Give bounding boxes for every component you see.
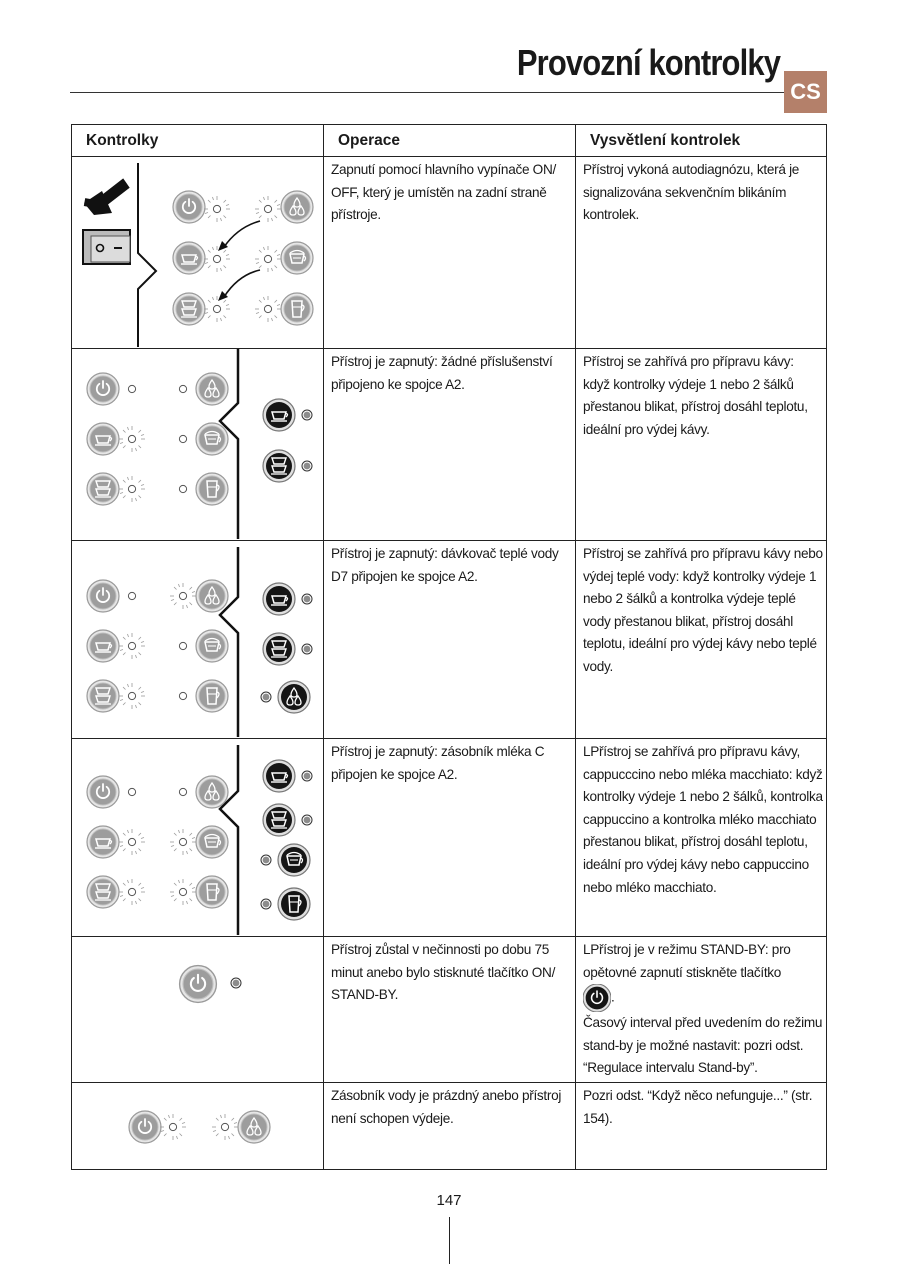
operation-text: Přístroj je zapnutý: zásobník mléka C připojen ke spojce A2. — [331, 744, 545, 782]
indicator-led-on — [302, 644, 312, 654]
indicator-led — [119, 683, 145, 709]
indicator-led — [255, 296, 281, 322]
indicator-led — [160, 1114, 186, 1140]
two-cups-button-active-icon — [263, 450, 295, 482]
indicator-diagram-standby — [72, 937, 323, 1081]
indicator-led-on — [302, 461, 312, 471]
indicator-led — [119, 426, 145, 452]
cappuccino-button-icon — [196, 423, 228, 455]
operation-text: Přístroj je zapnutý: dávkovač teplé vody D7 připojen ke spojce A2. — [331, 546, 559, 584]
milk-button-icon — [196, 680, 228, 712]
milk-button-icon — [196, 473, 228, 505]
explanation-text: LPřístroj se zahřívá pro přípravu kávy, cappucccino nebo mléka macchiato: když kontrolky výdeje 1 nebo 2 šálků, kontrolka cappuccino a kontrolka mléko macchiato přestanou blikat, přístroj dosáhl teplotu, ideální pro výdej kávy nebo cappuccino nebo mléko macchiato. — [583, 744, 823, 895]
hot-water-button-icon — [196, 580, 228, 612]
indicator-diagram-empty-tank — [72, 1083, 323, 1169]
indicator-led-on — [302, 594, 312, 604]
power-button-icon — [87, 373, 119, 405]
operation-text: Přístroj zůstal v nečinnosti po dobu 75 minut anebo bylo stisknuté tlačítko ON/ STAND-BY. — [331, 942, 556, 1003]
one-cup-button-icon — [173, 242, 205, 274]
indicator-led — [170, 583, 196, 609]
explanation-part: . — [611, 989, 615, 1005]
power-button-icon — [583, 984, 611, 1012]
two-cups-button-active-icon — [263, 804, 295, 836]
indicator-diagram-hot-water — [72, 541, 323, 737]
indicator-led-on — [302, 815, 312, 825]
hot-water-button-icon — [281, 191, 313, 223]
footer-divider — [449, 1217, 450, 1264]
one-cup-button-active-icon — [263, 583, 295, 615]
cappuccino-button-icon — [196, 826, 228, 858]
cappuccino-button-icon — [196, 630, 228, 662]
two-cups-button-icon — [87, 473, 119, 505]
two-cups-button-active-icon — [263, 633, 295, 665]
indicator-led-on — [261, 692, 271, 702]
indicator-led-on — [302, 410, 312, 420]
two-cups-button-icon — [87, 680, 119, 712]
operation-text: Zásobník vody je prázdný anebo přístroj není schopen výdeje. — [331, 1088, 562, 1126]
indicator-led — [119, 633, 145, 659]
one-cup-button-icon — [87, 826, 119, 858]
indicator-led — [179, 692, 186, 699]
indicator-diagram-self-test — [72, 157, 323, 347]
power-button-icon — [180, 966, 217, 1003]
power-button-icon — [87, 580, 119, 612]
page-number: 147 — [436, 1192, 462, 1209]
sequence-arrow-icon — [224, 270, 260, 297]
milk-button-icon — [196, 876, 228, 908]
indicator-led — [119, 829, 145, 855]
indicator-led — [179, 788, 186, 795]
indicator-led — [119, 476, 145, 502]
indicator-led-on — [261, 855, 271, 865]
main-switch-icon — [83, 230, 130, 264]
cappuccino-button-active-icon — [278, 844, 310, 876]
language-badge: CS — [784, 71, 827, 113]
indicator-led — [204, 246, 230, 272]
power-button-icon — [87, 776, 119, 808]
hot-water-button-active-icon — [278, 681, 310, 713]
title-divider — [70, 92, 784, 93]
indicator-led — [179, 385, 186, 392]
indicator-led-on — [261, 899, 271, 909]
indicator-diagram-milk-container — [72, 739, 323, 935]
column-divider — [323, 125, 324, 1169]
indicator-led — [204, 196, 230, 222]
power-button-icon — [129, 1111, 161, 1143]
two-cups-button-icon — [87, 876, 119, 908]
indicator-led — [255, 196, 281, 222]
explanation-part: LPřístroj je v režimu STAND-BY: pro opětovné zapnutí stiskněte tlačítko — [583, 942, 791, 980]
milk-button-active-icon — [278, 888, 310, 920]
indicator-led — [212, 1114, 238, 1140]
indicator-led — [179, 485, 186, 492]
sequence-arrow-icon — [224, 221, 260, 247]
indicator-led — [128, 788, 135, 795]
column-header-indicators: Kontrolky — [86, 132, 159, 149]
explanation-text: Přístroj se zahřívá pro přípravu kávy nebo výdej teplé vody: když kontrolky výdeje 1 nebo 2 šálků a kontrolka výdeje teplé vody přestanou blikat, přístroj dosáhl teplotu, ideální pro výdej kávy nebo teplé vody. — [583, 546, 823, 674]
milk-button-icon — [281, 293, 313, 325]
indicator-led — [128, 592, 135, 599]
indicator-led — [179, 435, 186, 442]
page-title: Provozní kontrolky — [516, 42, 780, 83]
explanation-part: Časový interval před uvedením do režimu stand-by je možné nastavit: pozri odst. “Regulace intervalu Stand-by”. — [583, 1015, 823, 1076]
explanation-text: Pozri odst. “Když něco nefunguje...” (str. 154). — [583, 1088, 813, 1126]
indicator-led — [204, 296, 230, 322]
one-cup-button-icon — [87, 630, 119, 662]
hot-water-button-icon — [238, 1111, 270, 1143]
column-divider — [575, 125, 576, 1169]
hot-water-button-icon — [196, 373, 228, 405]
indicator-led — [128, 385, 135, 392]
operation-text: Přístroj je zapnutý: žádné příslušenství připojeno ke spojce A2. — [331, 354, 553, 392]
one-cup-button-active-icon — [263, 399, 295, 431]
one-cup-button-active-icon — [263, 760, 295, 792]
operation-text: Zapnutí pomocí hlavního vypínače ON/ OFF, který je umístěn na zadní straně přístroje. — [331, 162, 556, 223]
explanation-text: Přístroj vykoná autodiagnózu, která je signalizována sekvenčním blikáním kontrolek. — [583, 162, 800, 223]
cappuccino-button-icon — [281, 242, 313, 274]
explanation-text: Přístroj se zahřívá pro přípravu kávy: když kontrolky výdeje 1 nebo 2 šálků přestanou blikat, přístroj dosáhl teplotu, ideální pro výdej kávy. — [583, 354, 808, 437]
indicator-table — [71, 124, 827, 1170]
one-cup-button-icon — [87, 423, 119, 455]
indicator-led — [179, 642, 186, 649]
indicator-led-on — [231, 978, 241, 988]
indicator-led — [170, 829, 196, 855]
indicator-diagram-no-accessory — [72, 349, 323, 539]
two-cups-button-icon — [173, 293, 205, 325]
column-header-operation: Operace — [338, 132, 401, 149]
hot-water-button-icon — [196, 776, 228, 808]
explanation-text — [583, 939, 823, 1080]
indicator-led — [119, 879, 145, 905]
column-header-explanation: Vysvětlení kontrolek — [590, 132, 741, 149]
indicator-led — [170, 879, 196, 905]
indicator-led — [255, 246, 281, 272]
power-button-icon — [173, 191, 205, 223]
indicator-led-on — [302, 771, 312, 781]
